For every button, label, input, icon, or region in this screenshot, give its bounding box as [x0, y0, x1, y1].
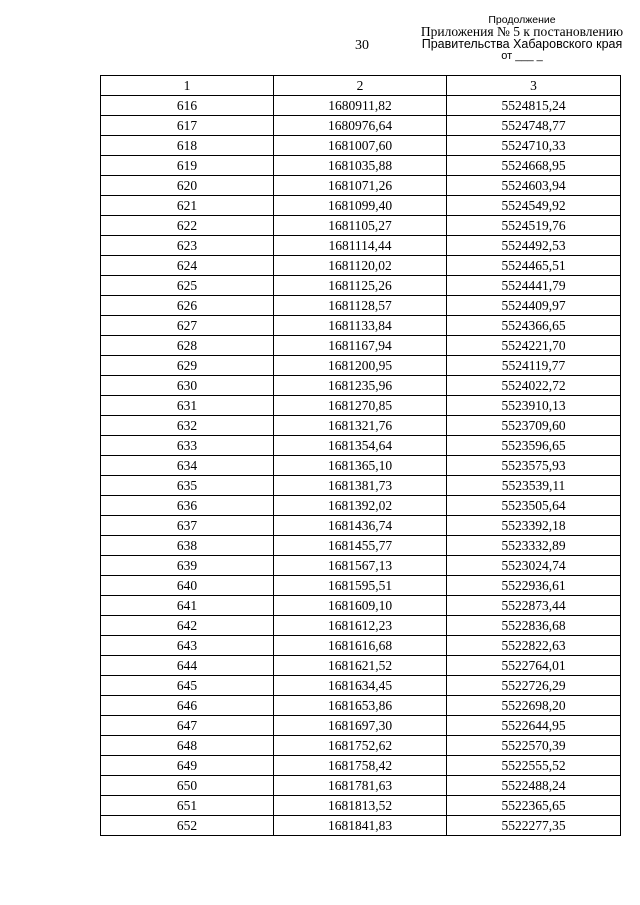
- point-number-cell: 643: [101, 636, 274, 656]
- x-coordinate-cell: 1681365,10: [274, 456, 447, 476]
- y-coordinate-cell: 5522873,44: [447, 596, 621, 616]
- x-coordinate-cell: 1681167,94: [274, 336, 447, 356]
- y-coordinate-cell: 5523332,89: [447, 536, 621, 556]
- point-number-cell: 635: [101, 476, 274, 496]
- x-coordinate-cell: 1681436,74: [274, 516, 447, 536]
- x-coordinate-cell: 1680976,64: [274, 116, 447, 136]
- x-coordinate-cell: 1681125,26: [274, 276, 447, 296]
- x-coordinate-cell: 1681392,02: [274, 496, 447, 516]
- point-number-cell: 645: [101, 676, 274, 696]
- x-coordinate-cell: 1681099,40: [274, 196, 447, 216]
- point-number-cell: 617: [101, 116, 274, 136]
- table-row: [101, 676, 621, 696]
- y-coordinate-cell: 5522698,20: [447, 696, 621, 716]
- y-coordinate-cell: 5524492,53: [447, 236, 621, 256]
- appendix-reference: Приложения № 5 к постановлению: [420, 24, 624, 39]
- table-row: [101, 176, 621, 196]
- table-row: [101, 556, 621, 576]
- point-number-cell: 624: [101, 256, 274, 276]
- table-row: [101, 356, 621, 376]
- y-coordinate-cell: 5524549,92: [447, 196, 621, 216]
- y-coordinate-cell: 5523505,64: [447, 496, 621, 516]
- x-coordinate-cell: 1681634,45: [274, 676, 447, 696]
- y-coordinate-cell: 5524119,77: [447, 356, 621, 376]
- y-coordinate-cell: 5523575,93: [447, 456, 621, 476]
- government-reference: Правительства Хабаровского края: [421, 37, 623, 51]
- table-row: [101, 336, 621, 356]
- y-coordinate-cell: 5524710,33: [447, 136, 621, 156]
- table-row: [101, 616, 621, 636]
- x-coordinate-cell: 1681128,57: [274, 296, 447, 316]
- point-number-cell: 626: [101, 296, 274, 316]
- table-row: [101, 816, 621, 836]
- continuation-label: Продолжение: [488, 14, 556, 26]
- x-coordinate-cell: 1681105,27: [274, 216, 447, 236]
- point-number-cell: 634: [101, 456, 274, 476]
- table-row: [101, 476, 621, 496]
- point-number-cell: 616: [101, 96, 274, 116]
- table-row: [101, 536, 621, 556]
- point-number-cell: 642: [101, 616, 274, 636]
- point-number-cell: 623: [101, 236, 274, 256]
- table-row: [101, 376, 621, 396]
- table-row: [101, 256, 621, 276]
- y-coordinate-cell: 5524221,70: [447, 336, 621, 356]
- x-coordinate-cell: 1681114,44: [274, 236, 447, 256]
- y-coordinate-cell: 5524519,76: [447, 216, 621, 236]
- table-row: [101, 756, 621, 776]
- point-number-cell: 632: [101, 416, 274, 436]
- x-coordinate-cell: 1681781,63: [274, 776, 447, 796]
- x-coordinate-cell: 1681071,26: [274, 176, 447, 196]
- point-number-cell: 644: [101, 656, 274, 676]
- x-coordinate-cell: 1681035,88: [274, 156, 447, 176]
- x-coordinate-cell: 1681752,62: [274, 736, 447, 756]
- column-header: 1: [101, 76, 274, 96]
- y-coordinate-cell: 5524603,94: [447, 176, 621, 196]
- table-row: [101, 636, 621, 656]
- point-number-cell: 638: [101, 536, 274, 556]
- table-row: [101, 596, 621, 616]
- point-number-cell: 628: [101, 336, 274, 356]
- y-coordinate-cell: 5522644,95: [447, 716, 621, 736]
- y-coordinate-cell: 5524022,72: [447, 376, 621, 396]
- table-body: [101, 96, 621, 836]
- x-coordinate-cell: 1681270,85: [274, 396, 447, 416]
- table-row: [101, 656, 621, 676]
- table-row: [101, 796, 621, 816]
- point-number-cell: 646: [101, 696, 274, 716]
- y-coordinate-cell: 5523024,74: [447, 556, 621, 576]
- y-coordinate-cell: 5522822,63: [447, 636, 621, 656]
- table-row: [101, 156, 621, 176]
- table-row: [101, 96, 621, 116]
- point-number-cell: 641: [101, 596, 274, 616]
- table-row: [101, 136, 621, 156]
- column-header: 3: [447, 76, 621, 96]
- x-coordinate-cell: 1681455,77: [274, 536, 447, 556]
- y-coordinate-cell: 5523392,18: [447, 516, 621, 536]
- x-coordinate-cell: 1681120,02: [274, 256, 447, 276]
- point-number-cell: 618: [101, 136, 274, 156]
- point-number-cell: 621: [101, 196, 274, 216]
- point-number-cell: 620: [101, 176, 274, 196]
- point-number-cell: 631: [101, 396, 274, 416]
- point-number-cell: 636: [101, 496, 274, 516]
- table-row: [101, 496, 621, 516]
- x-coordinate-cell: 1681321,76: [274, 416, 447, 436]
- table-row: [101, 576, 621, 596]
- y-coordinate-cell: 5522936,61: [447, 576, 621, 596]
- point-number-cell: 622: [101, 216, 274, 236]
- table-row: [101, 456, 621, 476]
- point-number-cell: 648: [101, 736, 274, 756]
- table-row: [101, 736, 621, 756]
- y-coordinate-cell: 5522726,29: [447, 676, 621, 696]
- x-coordinate-cell: 1681758,42: [274, 756, 447, 776]
- x-coordinate-cell: 1681567,13: [274, 556, 447, 576]
- y-coordinate-cell: 5524815,24: [447, 96, 621, 116]
- x-coordinate-cell: 1681235,96: [274, 376, 447, 396]
- page-number: 30: [355, 38, 369, 53]
- y-coordinate-cell: 5522365,65: [447, 796, 621, 816]
- y-coordinate-cell: 5523910,13: [447, 396, 621, 416]
- table-row: [101, 216, 621, 236]
- y-coordinate-cell: 5523539,11: [447, 476, 621, 496]
- x-coordinate-cell: 1680911,82: [274, 96, 447, 116]
- y-coordinate-cell: 5524465,51: [447, 256, 621, 276]
- point-number-cell: 625: [101, 276, 274, 296]
- x-coordinate-cell: 1681653,86: [274, 696, 447, 716]
- x-coordinate-cell: 1681007,60: [274, 136, 447, 156]
- table-row: [101, 116, 621, 136]
- y-coordinate-cell: 5524366,65: [447, 316, 621, 336]
- y-coordinate-cell: 5522555,52: [447, 756, 621, 776]
- point-number-cell: 652: [101, 816, 274, 836]
- x-coordinate-cell: 1681609,10: [274, 596, 447, 616]
- x-coordinate-cell: 1681595,51: [274, 576, 447, 596]
- table-row: [101, 436, 621, 456]
- point-number-cell: 640: [101, 576, 274, 596]
- x-coordinate-cell: 1681621,52: [274, 656, 447, 676]
- x-coordinate-cell: 1681200,95: [274, 356, 447, 376]
- y-coordinate-cell: 5522277,35: [447, 816, 621, 836]
- table-row: [101, 776, 621, 796]
- point-number-cell: 637: [101, 516, 274, 536]
- point-number-cell: 650: [101, 776, 274, 796]
- table-row: [101, 276, 621, 296]
- x-coordinate-cell: 1681381,73: [274, 476, 447, 496]
- date-line: от ___ _: [501, 50, 543, 62]
- table-header-row: [101, 76, 621, 96]
- y-coordinate-cell: 5522836,68: [447, 616, 621, 636]
- y-coordinate-cell: 5524668,95: [447, 156, 621, 176]
- table-row: [101, 316, 621, 336]
- y-coordinate-cell: 5524441,79: [447, 276, 621, 296]
- table-row: [101, 236, 621, 256]
- column-header: 2: [274, 76, 447, 96]
- point-number-cell: 627: [101, 316, 274, 336]
- table-row: [101, 696, 621, 716]
- y-coordinate-cell: 5522764,01: [447, 656, 621, 676]
- x-coordinate-cell: 1681697,30: [274, 716, 447, 736]
- point-number-cell: 633: [101, 436, 274, 456]
- y-coordinate-cell: 5523709,60: [447, 416, 621, 436]
- point-number-cell: 651: [101, 796, 274, 816]
- x-coordinate-cell: 1681616,68: [274, 636, 447, 656]
- point-number-cell: 619: [101, 156, 274, 176]
- y-coordinate-cell: 5522488,24: [447, 776, 621, 796]
- point-number-cell: 649: [101, 756, 274, 776]
- document-header: [414, 14, 630, 62]
- x-coordinate-cell: 1681813,52: [274, 796, 447, 816]
- point-number-cell: 647: [101, 716, 274, 736]
- table-row: [101, 416, 621, 436]
- point-number-cell: 630: [101, 376, 274, 396]
- x-coordinate-cell: 1681841,83: [274, 816, 447, 836]
- y-coordinate-cell: 5524409,97: [447, 296, 621, 316]
- point-number-cell: 629: [101, 356, 274, 376]
- x-coordinate-cell: 1681354,64: [274, 436, 447, 456]
- table-row: [101, 296, 621, 316]
- table-row: [101, 396, 621, 416]
- x-coordinate-cell: 1681612,23: [274, 616, 447, 636]
- table-row: [101, 196, 621, 216]
- y-coordinate-cell: 5524748,77: [447, 116, 621, 136]
- y-coordinate-cell: 5523596,65: [447, 436, 621, 456]
- table-row: [101, 716, 621, 736]
- x-coordinate-cell: 1681133,84: [274, 316, 447, 336]
- coordinates-table: [100, 75, 621, 836]
- table-row: [101, 516, 621, 536]
- point-number-cell: 639: [101, 556, 274, 576]
- y-coordinate-cell: 5522570,39: [447, 736, 621, 756]
